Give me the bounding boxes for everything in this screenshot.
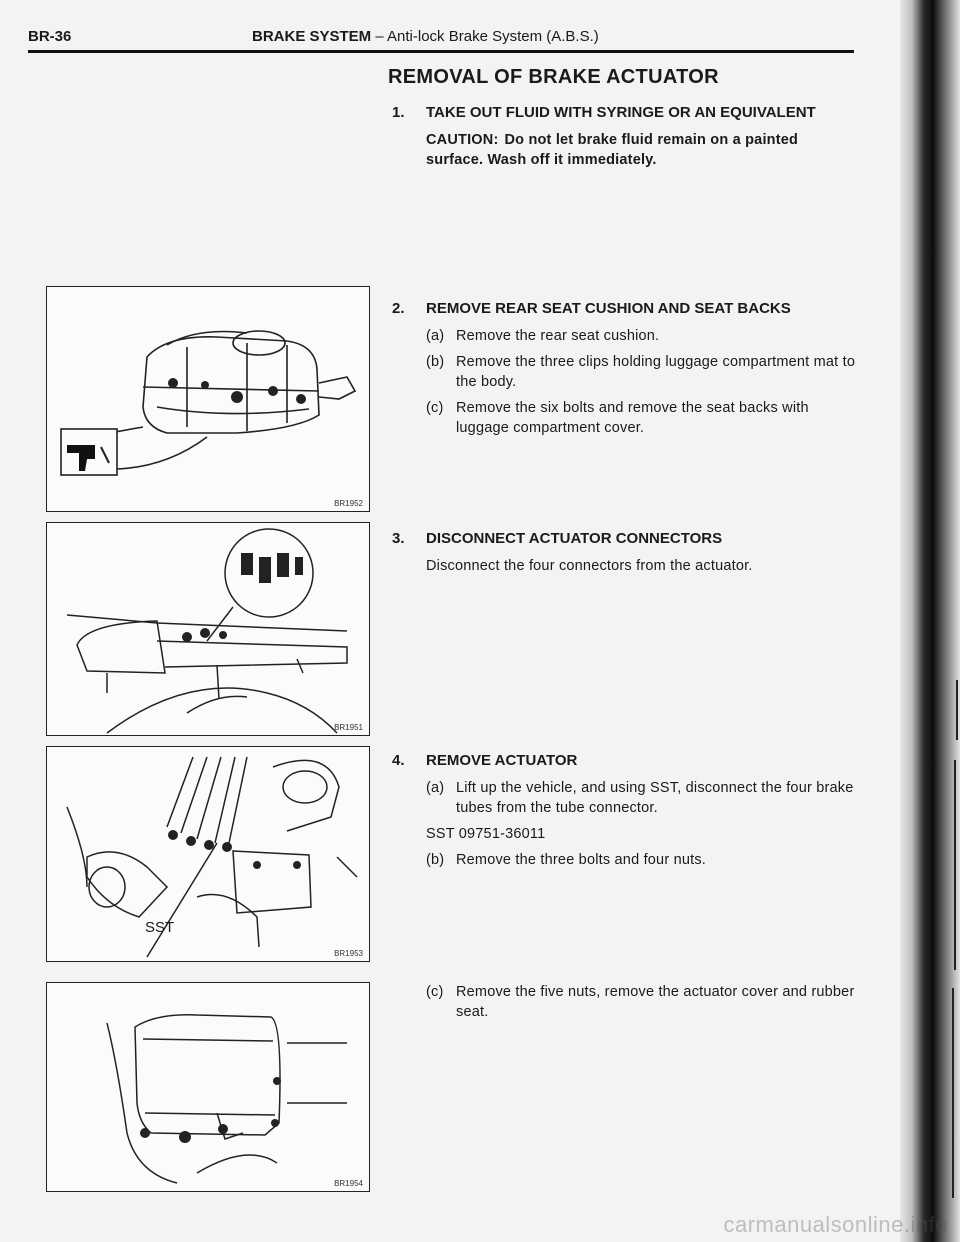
sub-step-text: Remove the rear seat cushion.	[456, 328, 660, 344]
figure-code: BR1952	[334, 499, 363, 508]
sub-step-label: (c)	[426, 984, 444, 1000]
sub-step	[426, 982, 856, 1022]
figure-rear-seat	[46, 286, 370, 512]
sub-step-text: Lift up the vehicle, and using SST, disconnect the four brake tubes from the tube connector.	[456, 780, 854, 816]
figure-code: BR1954	[334, 1179, 363, 1188]
step-text: Disconnect the four connectors from the actuator.	[426, 558, 753, 574]
sst-callout-label: SST	[145, 919, 175, 936]
connectors-illustration	[47, 523, 369, 735]
actuator-cover-illustration	[47, 983, 369, 1191]
figure-code: BR1953	[334, 949, 363, 958]
caution-label: CAUTION:	[426, 132, 499, 148]
step-1	[392, 104, 862, 194]
brake-tubes-illustration	[47, 747, 369, 961]
sub-step-label: (c)	[426, 400, 444, 416]
caution-text: Do not let brake fluid remain on a painted surface. Wash off it immediately.	[426, 132, 799, 168]
sub-step-text: Remove the five nuts, remove the actuator cover and rubber seat.	[456, 984, 855, 1020]
sub-step	[426, 398, 856, 438]
header-title-rest: – Anti-lock Brake System (A.B.S.)	[371, 28, 599, 45]
step-body-continued	[426, 982, 856, 1028]
step-2	[392, 300, 862, 470]
sub-step-label: (a)	[426, 780, 445, 796]
sub-step	[426, 850, 856, 870]
figure-actuator-connectors	[46, 522, 370, 736]
header-rule	[28, 50, 854, 53]
step-heading: TAKE OUT FLUID WITH SYRINGE OR AN EQUIVALENT	[426, 104, 816, 121]
step-3	[392, 530, 862, 590]
step-heading: REMOVE ACTUATOR	[426, 752, 578, 769]
page-header-title	[252, 28, 599, 45]
sst-number: SST 09751-36011	[426, 826, 546, 842]
header-title-bold: BRAKE SYSTEM	[252, 28, 372, 45]
rear-seat-illustration	[47, 287, 369, 511]
step-number: 1.	[392, 104, 405, 121]
sub-step-text: Remove the six bolts and remove the seat backs with luggage compartment cover.	[456, 400, 809, 436]
step-number: 4.	[392, 752, 405, 769]
step-number: 3.	[392, 530, 405, 547]
figure-actuator-cover	[46, 982, 370, 1192]
sub-step	[426, 326, 856, 346]
figure-code: BR1951	[334, 723, 363, 732]
figure-brake-tubes	[46, 746, 370, 962]
step-number: 2.	[392, 300, 405, 317]
page-edge-mark	[952, 988, 954, 1198]
page-edge-mark	[956, 680, 958, 740]
sub-step-label: (a)	[426, 328, 445, 344]
page-code: BR-36	[28, 28, 72, 45]
section-title: REMOVAL OF BRAKE ACTUATOR	[388, 66, 719, 88]
sub-step-text: Remove the three clips holding luggage compartment mat to the body.	[456, 354, 856, 390]
caution-note	[426, 130, 856, 170]
sub-step	[426, 352, 856, 392]
sub-step-label: (b)	[426, 852, 445, 868]
watermark: carmanualsonline.info	[723, 1212, 948, 1237]
step-heading: REMOVE REAR SEAT CUSHION AND SEAT BACKS	[426, 300, 791, 317]
sub-step	[426, 778, 856, 818]
sub-step-text: Remove the three bolts and four nuts.	[456, 852, 707, 868]
sub-step-label: (b)	[426, 354, 445, 370]
page-edge-mark	[954, 760, 956, 970]
book-binding-shadow	[900, 0, 960, 1242]
step-body	[426, 326, 856, 444]
step-body	[426, 778, 856, 876]
step-4	[392, 752, 862, 1072]
step-heading: DISCONNECT ACTUATOR CONNECTORS	[426, 530, 723, 547]
